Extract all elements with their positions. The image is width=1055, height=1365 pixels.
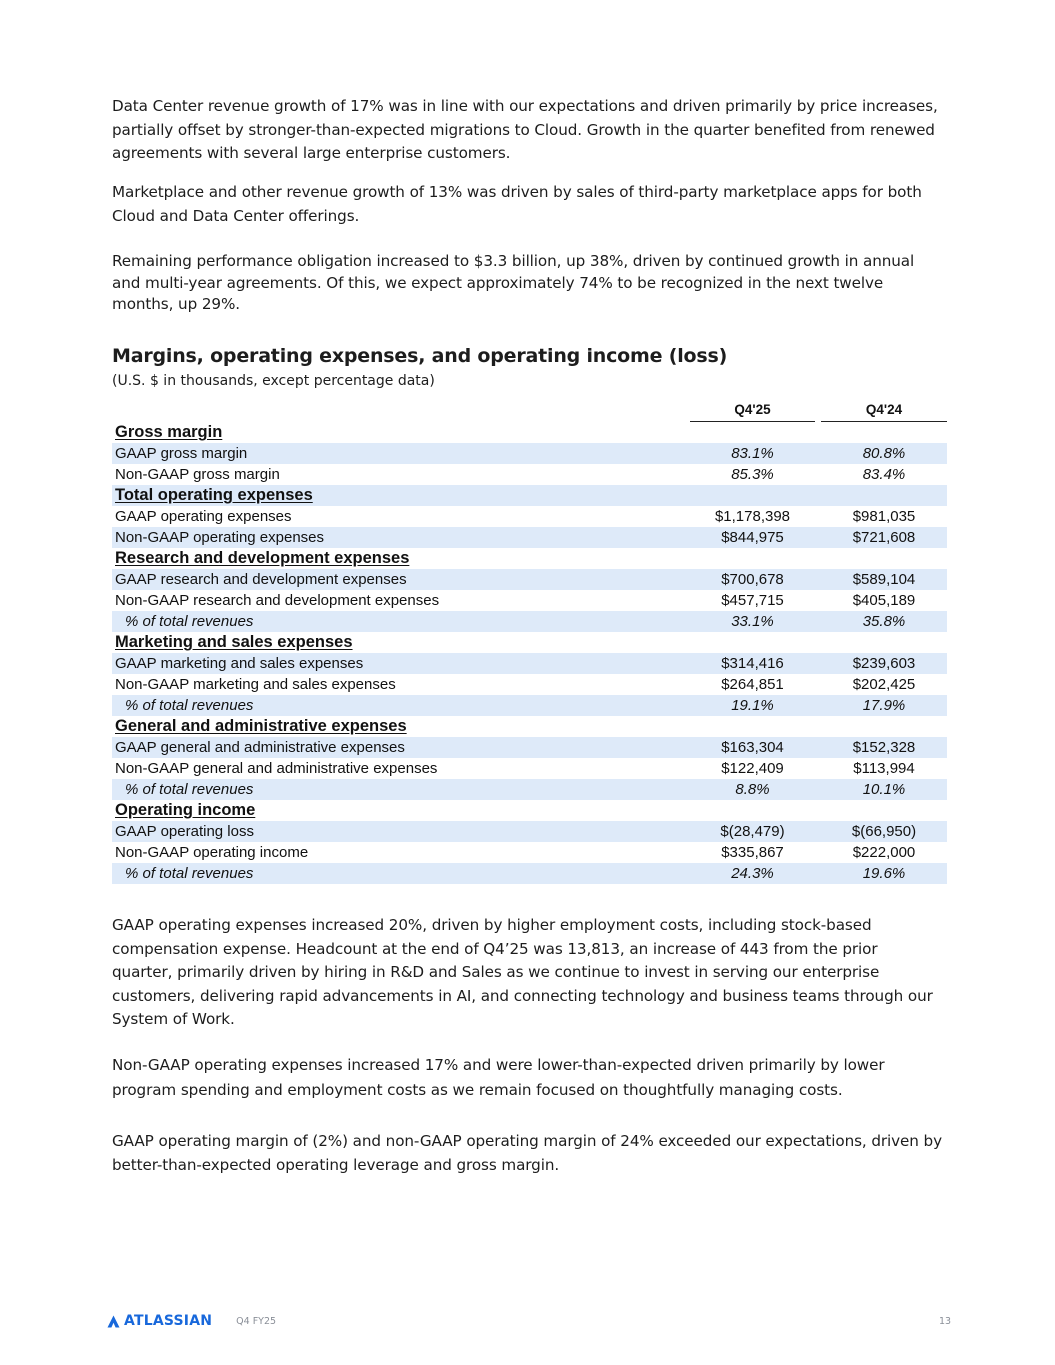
cell-q4-25: $335,867	[721, 844, 784, 861]
row-label: % of total revenues	[125, 781, 254, 798]
row-label: Non-GAAP research and development expenses	[115, 592, 440, 609]
table-header	[112, 400, 947, 422]
cell-q4-25: 24.3%	[731, 865, 774, 882]
row-label: Non-GAAP operating expenses	[115, 529, 325, 546]
row-label: GAAP research and development expenses	[115, 571, 407, 588]
cell-q4-24: 10.1%	[862, 781, 906, 798]
cell-q4-24: $405,189	[852, 592, 916, 609]
row-label: GAAP gross margin	[115, 445, 248, 462]
table-section-header	[112, 548, 947, 569]
table-row	[112, 737, 947, 758]
margins-table	[112, 400, 947, 884]
table-row	[112, 653, 947, 674]
row-label: Non-GAAP general and administrative expenses	[115, 760, 438, 777]
table-body	[112, 422, 947, 884]
row-label: GAAP operating expenses	[115, 508, 292, 525]
table-row	[112, 842, 947, 863]
row-label: % of total revenues	[125, 613, 254, 630]
row-label: Operating income	[115, 801, 256, 819]
table-section-header	[112, 716, 947, 737]
cell-q4-24: $152,328	[852, 739, 916, 756]
cell-q4-25: 85.3%	[731, 466, 774, 483]
table-row	[112, 758, 947, 779]
cell-q4-24: 19.6%	[862, 865, 906, 882]
cell-q4-25: 19.1%	[731, 697, 774, 714]
table-row	[112, 674, 947, 695]
cell-q4-25: $844,975	[721, 529, 784, 546]
row-label: % of total revenues	[125, 697, 254, 714]
cell-q4-24: $222,000	[852, 844, 916, 861]
cell-q4-24: $202,425	[852, 676, 916, 693]
paragraph-marketplace: Marketplace and other revenue growth of 13% was driven by sales of third-party marketplace apps for both Cloud and Data Center offerings.	[112, 183, 922, 225]
table-row	[112, 569, 947, 590]
cell-q4-24: $589,104	[852, 571, 916, 588]
cell-q4-24: 80.8%	[862, 445, 906, 462]
table-row	[112, 527, 947, 548]
paragraph-non-gaap-opex: Non-GAAP operating expenses increased 17% and were lower-than-expected driven primarily by lower program spending and employment costs as we remain focused on thoughtfully managing costs.	[112, 1056, 885, 1099]
cell-q4-25: $163,304	[721, 739, 784, 756]
cell-q4-25: $1,178,398	[714, 508, 791, 525]
report-period: Q4 FY25	[236, 1315, 277, 1327]
row-label: Total operating expenses	[115, 486, 313, 504]
paragraph-operating-margin: GAAP operating margin of (2%) and non-GAAP operating margin of 24% exceeded our expectations, driven by better-than-expected operating leverage and gross margin.	[112, 1132, 942, 1174]
cell-q4-25: $(28,479)	[720, 823, 785, 840]
cell-q4-25: $314,416	[721, 655, 784, 672]
table-section-header	[112, 800, 947, 821]
page-number: 13	[939, 1316, 952, 1327]
paragraph-gaap-opex: GAAP operating expenses increased 20%, driven by higher employment costs, including stock-based compensation expense. Headcount at the end of Q4’25 was 13,813, an increase of 443 from the prior quarter, primarily driven by hiring in R&D and Sales as we continue to invest in serving our enterprise customers, delivering rapid advancements in AI, and connecting technology and business teams through our System of Work.	[112, 916, 933, 1028]
row-label: Non-GAAP operating income	[115, 844, 309, 861]
table-row	[112, 464, 947, 485]
table-section-header	[112, 422, 947, 443]
cell-q4-25: $457,715	[721, 592, 784, 609]
atlassian-triangle-icon	[107, 1315, 120, 1328]
row-label: GAAP operating loss	[115, 823, 254, 840]
cell-q4-24: $981,035	[852, 508, 916, 525]
row-label: GAAP marketing and sales expenses	[115, 655, 364, 672]
cell-q4-24: $721,608	[852, 529, 916, 546]
cell-q4-24: $239,603	[852, 655, 916, 672]
table-row	[112, 506, 947, 527]
cell-q4-25: 33.1%	[731, 613, 774, 630]
footer	[107, 1312, 276, 1330]
logo-text: ATLASSIAN	[124, 1313, 213, 1329]
cell-q4-24: 83.4%	[862, 466, 906, 483]
table-row	[112, 695, 947, 716]
cell-q4-24: 17.9%	[862, 697, 906, 714]
row-label: % of total revenues	[125, 865, 254, 882]
column-header-q4-24: Q4'24	[821, 400, 947, 422]
row-label: General and administrative expenses	[115, 717, 407, 735]
row-label: Non-GAAP marketing and sales expenses	[115, 676, 396, 693]
table-row	[112, 821, 947, 842]
section-title: Margins, operating expenses, and operating income (loss)	[112, 345, 728, 367]
atlassian-logo	[107, 1313, 212, 1329]
section-subtitle: (U.S. $ in thousands, except percentage data)	[112, 373, 435, 389]
paragraph-rpo: Remaining performance obligation increased to $3.3 billion, up 38%, driven by continued growth in annual and multi-year agreements. Of this, we expect approximately 74% to be recognized in the next twelve months, up 29%.	[112, 252, 915, 313]
table-row	[112, 590, 947, 611]
row-label: Non-GAAP gross margin	[115, 466, 280, 483]
row-label: GAAP general and administrative expenses	[115, 739, 405, 756]
row-label: Marketing and sales expenses	[115, 633, 353, 651]
table-row	[112, 443, 947, 464]
cell-q4-25: $700,678	[721, 571, 784, 588]
table-row	[112, 863, 947, 884]
cell-q4-25: 8.8%	[735, 781, 770, 798]
table-section-header	[112, 632, 947, 653]
table-section-header	[112, 485, 947, 506]
row-label: Research and development expenses	[115, 549, 410, 567]
cell-q4-24: $113,994	[853, 760, 915, 777]
paragraph-data-center: Data Center revenue growth of 17% was in line with our expectations and driven primarily by price increases, partially offset by stronger-than-expected migrations to Cloud. Growth in the quarter benefited from renewed agreements with several large enterprise customers.	[112, 97, 938, 162]
table-row	[112, 611, 947, 632]
cell-q4-25: $264,851	[721, 676, 784, 693]
cell-q4-24: 35.8%	[862, 613, 906, 630]
cell-q4-24: $(66,950)	[851, 823, 917, 840]
column-header-q4-25: Q4'25	[690, 400, 815, 422]
table-row	[112, 779, 947, 800]
cell-q4-25: 83.1%	[731, 445, 774, 462]
row-label: Gross margin	[115, 423, 223, 441]
cell-q4-25: $122,409	[721, 760, 784, 777]
